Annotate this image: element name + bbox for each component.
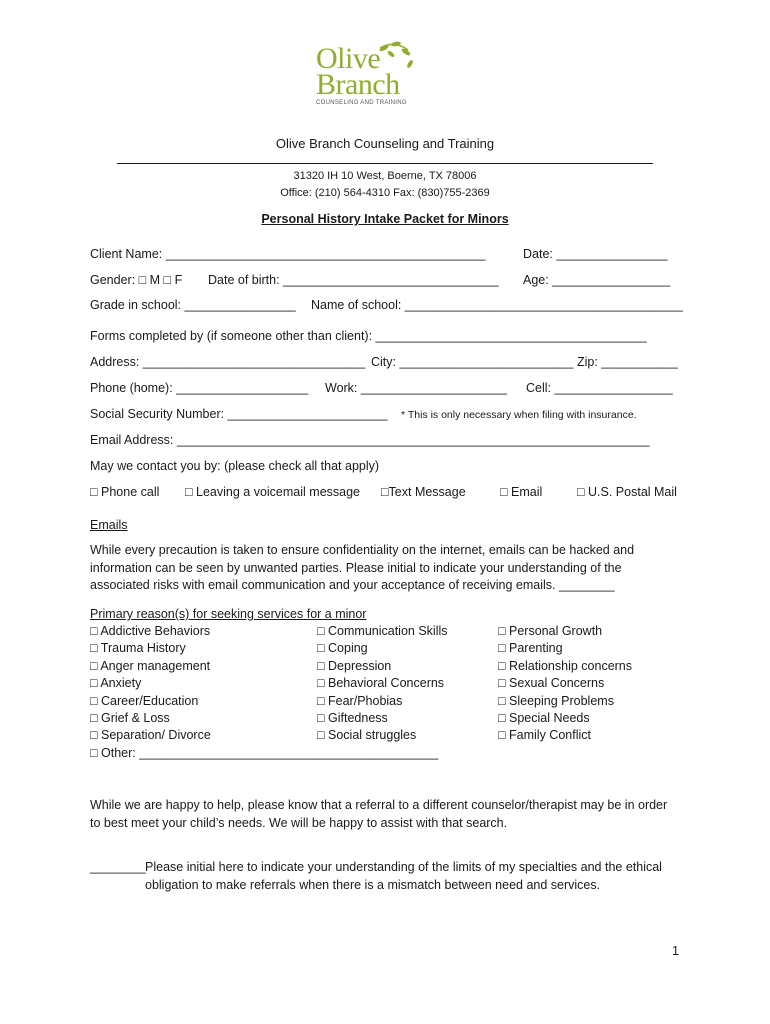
reason-career-education[interactable]: □ Career/Education xyxy=(90,693,199,708)
age-field[interactable]: Age: _________________ xyxy=(523,273,671,287)
gender-field[interactable]: Gender: □ M □ F xyxy=(90,273,183,287)
phone-row xyxy=(90,381,680,399)
reasons-col-3 xyxy=(498,623,632,745)
contact-option-email[interactable]: □ Email xyxy=(500,485,543,499)
referral-initial-line-1: Please initial here to indicate your understanding of the limits of my specialties and the ethical xyxy=(145,860,662,874)
phone-home-field[interactable]: Phone (home): ___________________ xyxy=(90,381,309,395)
form-title: Personal History Intake Packet for Minors xyxy=(261,212,509,226)
zip-field[interactable]: Zip: ___________ xyxy=(577,355,678,369)
header-rule xyxy=(117,163,653,164)
logo-word-branch: Branch xyxy=(316,68,400,101)
reason-communication-skills[interactable]: □ Communication Skills xyxy=(317,624,448,638)
date-field[interactable]: Date: ________________ xyxy=(523,247,668,261)
client-name-row xyxy=(90,247,680,265)
cell-phone-field[interactable]: Cell: _________________ xyxy=(526,381,673,395)
contact-prompt: May we contact you by: (please check all that apply) xyxy=(90,459,380,473)
reason-anger-management[interactable]: □ Anger management xyxy=(90,658,211,673)
page-number: 1 xyxy=(672,944,679,958)
contact-option-voicemail[interactable]: □ Leaving a voicemail message xyxy=(185,485,360,499)
contact-prompt-row xyxy=(90,459,680,477)
address-row xyxy=(90,355,680,373)
reason-personal-growth[interactable]: □ Personal Growth xyxy=(498,624,603,638)
gender-row xyxy=(90,273,680,291)
org-contact: Office: (210) 564-4310 Fax: (830)755-2369 xyxy=(280,187,490,199)
olive-branch-logo xyxy=(300,40,430,112)
emails-heading: Emails xyxy=(90,518,128,532)
reason-other[interactable]: □ Other: ___________________________________________ xyxy=(90,745,439,760)
logo-word-olive: Olive xyxy=(316,42,381,75)
reason-fear-phobias[interactable]: □ Fear/Phobias xyxy=(317,693,403,708)
city-field[interactable]: City: _________________________ xyxy=(371,355,574,369)
reason-parenting[interactable]: □ Parenting xyxy=(498,641,563,656)
reason-separation-divorce[interactable]: □ Separation/ Divorce xyxy=(90,728,211,743)
reason-grief-loss[interactable]: □ Grief & Loss xyxy=(90,711,170,726)
school-row xyxy=(90,298,683,316)
reason-behavioral-concerns[interactable]: □ Behavioral Concerns xyxy=(317,676,445,691)
address-field[interactable]: Address: ________________________________ xyxy=(90,355,366,369)
reason-trauma-history[interactable]: □ Trauma History xyxy=(90,641,186,656)
forms-completed-field[interactable]: Forms completed by (if someone other than client): _______________________________________ xyxy=(90,329,647,343)
forms-row xyxy=(90,329,680,347)
ssn-row xyxy=(90,407,680,425)
reason-addictive-behaviors[interactable]: □ Addictive Behaviors xyxy=(90,624,211,638)
reason-depression[interactable]: □ Depression xyxy=(317,658,392,673)
ssn-field[interactable]: Social Security Number: _______________________ xyxy=(90,407,388,421)
email-field[interactable]: Email Address: ____________________________________________________________________ xyxy=(90,433,650,447)
ssn-note: * This is only necessary when filing with insurance. xyxy=(401,409,637,421)
reason-sleeping-problems[interactable]: □ Sleeping Problems xyxy=(498,693,614,708)
reason-special-needs[interactable]: □ Special Needs xyxy=(498,711,590,726)
logo-tagline: COUNSELING AND TRAINING xyxy=(316,100,407,106)
reason-anxiety[interactable]: □ Anxiety xyxy=(90,676,142,691)
reason-coping[interactable]: □ Coping xyxy=(317,641,368,656)
dob-field[interactable]: Date of birth: _______________________________ xyxy=(208,273,499,287)
contact-option-mail[interactable]: □ U.S. Postal Mail xyxy=(577,485,677,499)
client-name-field[interactable]: Client Name: ______________________________________________ xyxy=(90,247,486,261)
org-address: 31320 IH 10 West, Boerne, TX 78006 xyxy=(293,170,477,182)
org-name: Olive Branch Counseling and Training xyxy=(275,136,495,151)
reason-relationship-concerns[interactable]: □ Relationship concerns xyxy=(498,658,633,673)
grade-field[interactable]: Grade in school: ________________ xyxy=(90,298,296,312)
reason-sexual-concerns[interactable]: □ Sexual Concerns xyxy=(498,676,605,691)
reasons-col-2 xyxy=(317,623,448,745)
reasons-heading: Primary reason(s) for seeking services for a minor xyxy=(90,607,367,621)
reason-family-conflict[interactable]: □ Family Conflict xyxy=(498,728,591,743)
referral-initial-line-2: obligation to make referrals when there is a mismatch between need and services. xyxy=(145,878,601,892)
contact-options-row xyxy=(90,485,680,503)
emails-body: While every precaution is taken to ensure confidentiality on the internet, emails can be hacked and information can be seen by unwanted parties. Please initial to indicate your understanding of the associated risks with email communication and your acceptance of receiving emails. ________ xyxy=(90,543,635,592)
contact-option-text[interactable]: □Text Message xyxy=(381,485,466,499)
reason-giftedness[interactable]: □ Giftedness xyxy=(317,711,388,726)
contact-option-phone[interactable]: □ Phone call xyxy=(90,485,160,499)
school-field[interactable]: Name of school: ________________________________________ xyxy=(311,298,683,312)
email-row xyxy=(90,433,680,451)
reason-social-struggles[interactable]: □ Social struggles xyxy=(317,728,417,743)
work-phone-field[interactable]: Work: _____________________ xyxy=(325,381,507,395)
referral-body: While we are happy to help, please know that a referral to a different counselor/therapist may be in order to best meet your child’s needs. We will be happy to assist with that search. xyxy=(90,798,668,830)
referral-initial-blank[interactable]: ________ xyxy=(90,860,146,874)
